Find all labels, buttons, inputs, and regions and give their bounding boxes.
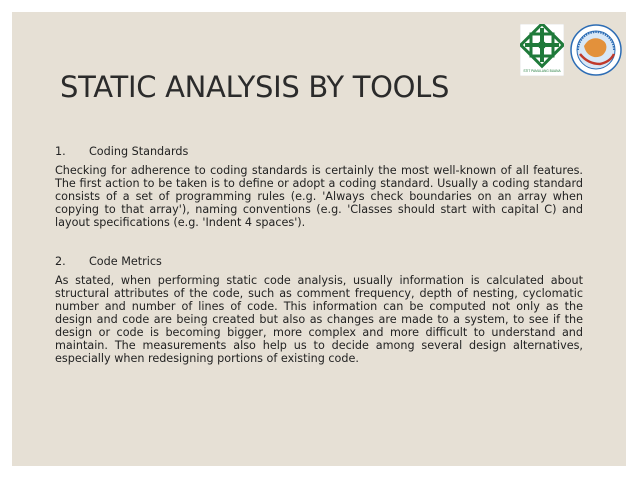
slide-content xyxy=(55,145,583,365)
section-title: Code Metrics xyxy=(89,255,162,268)
slide xyxy=(12,12,626,466)
section-paragraph: Checking for adherence to coding standards is certainly the most well-known of all features. The first action to be taken is to define or adopt a coding standard. Usually a coding standard consists of a set of programming rules (e.g. 'Always check boundaries on an array when copying to that array'), naming conventions (e.g. 'Classes should start with capital C) and layout specifications (e.g. 'Indent 4 spaces'). xyxy=(55,164,583,229)
blue-globe-seal-icon xyxy=(570,24,622,76)
section-paragraph: As stated, when performing static code analysis, usually information is calculated about structural attributes of the code, such as comment frequency, depth of nesting, cyclomatic number and number of lines of code. This information can be computed not only as the design and code are being created but also as changes are made to a system, to see if the design or code is becoming bigger, more complex and more difficult to understand and maintain. The measurements also help us to decide among several design alternatives, especially when redesigning portions of existing code. xyxy=(55,274,583,365)
section-heading xyxy=(55,255,583,268)
logo-caption: STIT PAMULANG BUANA xyxy=(523,69,561,73)
logo-area xyxy=(520,24,622,76)
section-heading xyxy=(55,145,583,158)
section-spacer xyxy=(55,229,583,255)
section-title: Coding Standards xyxy=(89,145,189,158)
section-code-metrics xyxy=(55,255,583,365)
section-coding-standards xyxy=(55,145,583,229)
section-number: 2. xyxy=(55,255,66,268)
green-ornament-logo-icon xyxy=(520,24,564,76)
section-number: 1. xyxy=(55,145,66,158)
slide-title: STATIC ANALYSIS BY TOOLS xyxy=(60,70,450,104)
